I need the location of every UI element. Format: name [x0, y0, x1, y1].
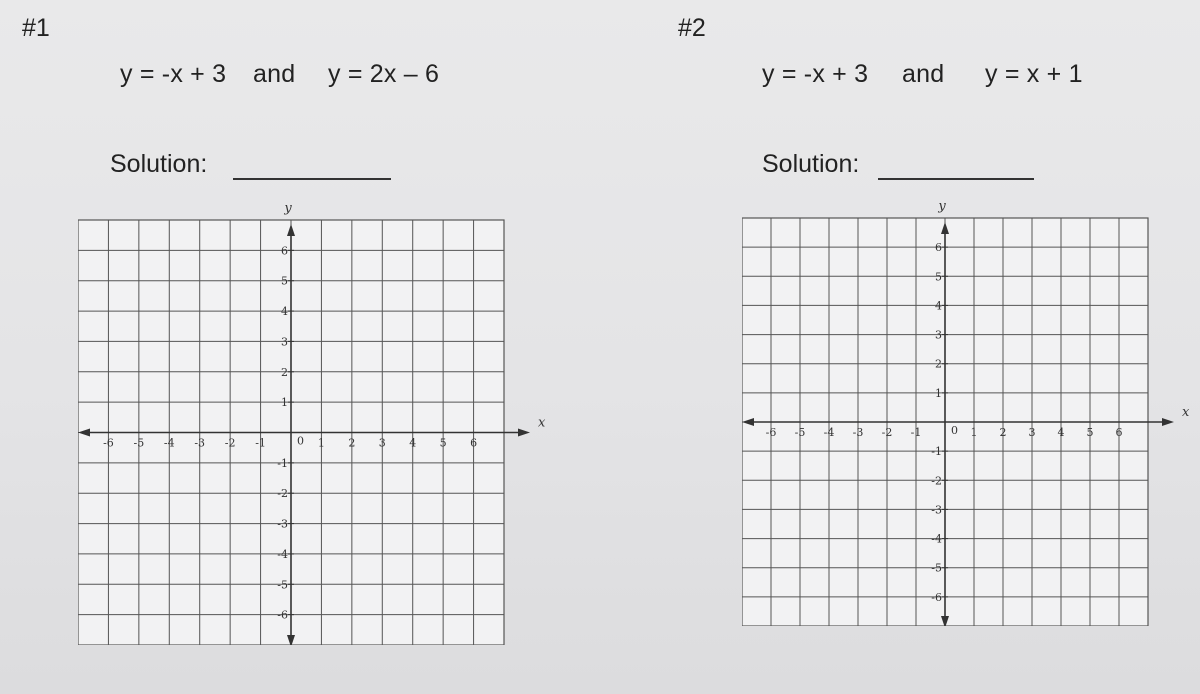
solution-label: Solution: — [110, 150, 208, 178]
x-tick-label: 5 — [1086, 426, 1094, 439]
y-tick-label: -4 — [931, 532, 942, 546]
y-tick-label: -3 — [931, 503, 942, 517]
solution-answer-line[interactable] — [878, 178, 1034, 180]
y-tick-label: 6 — [935, 241, 942, 255]
x-tick-label: 2 — [348, 436, 356, 450]
x-tick-label: -1 — [910, 426, 922, 439]
x-tick-label: 4 — [1057, 426, 1065, 439]
x-tick-label: 6 — [470, 436, 478, 450]
x-tick-label: -1 — [255, 436, 266, 450]
coordinate-grid[interactable] — [742, 196, 1198, 626]
y-tick-label: 2 — [281, 365, 288, 379]
y-tick-label: -5 — [931, 561, 942, 575]
y-axis-name: y — [284, 201, 292, 216]
x-tick-label: 1 — [970, 426, 978, 439]
x-tick-label: -3 — [852, 426, 864, 439]
x-axis-arrow-right-icon — [1162, 418, 1174, 426]
equation-2: y = x + 1 — [985, 60, 1083, 88]
y-axis-name: y — [938, 199, 946, 214]
y-tick-label: 5 — [281, 274, 288, 288]
grid-svg — [742, 196, 1198, 626]
x-tick-label: 3 — [378, 436, 386, 450]
grid-svg — [78, 198, 554, 645]
problem-number: #1 — [22, 14, 50, 42]
x-tick-label: 4 — [409, 436, 417, 450]
equation-1: y = -x + 3 — [762, 60, 869, 88]
origin-label: 0 — [951, 424, 958, 437]
coordinate-grid[interactable] — [78, 198, 554, 645]
equation-2: y = 2x – 6 — [328, 60, 440, 88]
y-tick-label: -1 — [931, 445, 942, 459]
x-tick-label: -4 — [823, 426, 835, 439]
y-tick-label: -1 — [277, 456, 288, 470]
x-axis-name: x — [1182, 405, 1190, 420]
y-tick-label: -6 — [277, 608, 288, 622]
y-tick-label: -6 — [931, 590, 942, 604]
x-tick-label: -3 — [194, 436, 206, 450]
x-tick-label: 3 — [1028, 426, 1036, 439]
solution-label: Solution: — [762, 150, 860, 178]
connector-and: and — [902, 60, 945, 88]
y-tick-label: 3 — [281, 335, 288, 349]
x-tick-label: -2 — [224, 436, 236, 450]
y-tick-label: -4 — [277, 547, 288, 561]
y-tick-label: -2 — [931, 474, 942, 488]
x-tick-label: -4 — [163, 436, 175, 450]
x-axis-name: x — [538, 415, 546, 431]
origin-label: 0 — [297, 434, 304, 448]
problem-number: #2 — [678, 14, 706, 42]
x-tick-label: 5 — [439, 436, 447, 450]
x-tick-label: -5 — [794, 426, 806, 439]
y-tick-label: 1 — [935, 386, 942, 400]
x-axis-arrow-right-icon — [518, 429, 530, 437]
y-tick-label: 4 — [935, 299, 942, 313]
x-tick-label: -2 — [881, 426, 893, 439]
x-tick-label: 2 — [999, 426, 1007, 439]
x-tick-label: -6 — [103, 436, 114, 450]
y-tick-label: 6 — [281, 244, 288, 258]
y-tick-label: -2 — [277, 487, 288, 501]
y-tick-label: 2 — [935, 357, 942, 371]
equation-1: y = -x + 3 — [120, 60, 227, 88]
x-tick-label: -5 — [133, 436, 145, 450]
x-tick-label: 1 — [317, 436, 325, 450]
x-tick-label: -6 — [765, 426, 777, 439]
y-tick-label: 5 — [935, 270, 942, 284]
x-tick-label: 6 — [1115, 426, 1123, 439]
connector-and: and — [253, 60, 296, 88]
y-tick-label: -3 — [277, 517, 288, 531]
y-tick-label: 3 — [935, 328, 942, 342]
solution-answer-line[interactable] — [233, 178, 391, 180]
y-tick-label: 4 — [281, 305, 288, 319]
y-tick-label: -5 — [277, 578, 288, 592]
y-tick-label: 1 — [281, 396, 288, 410]
